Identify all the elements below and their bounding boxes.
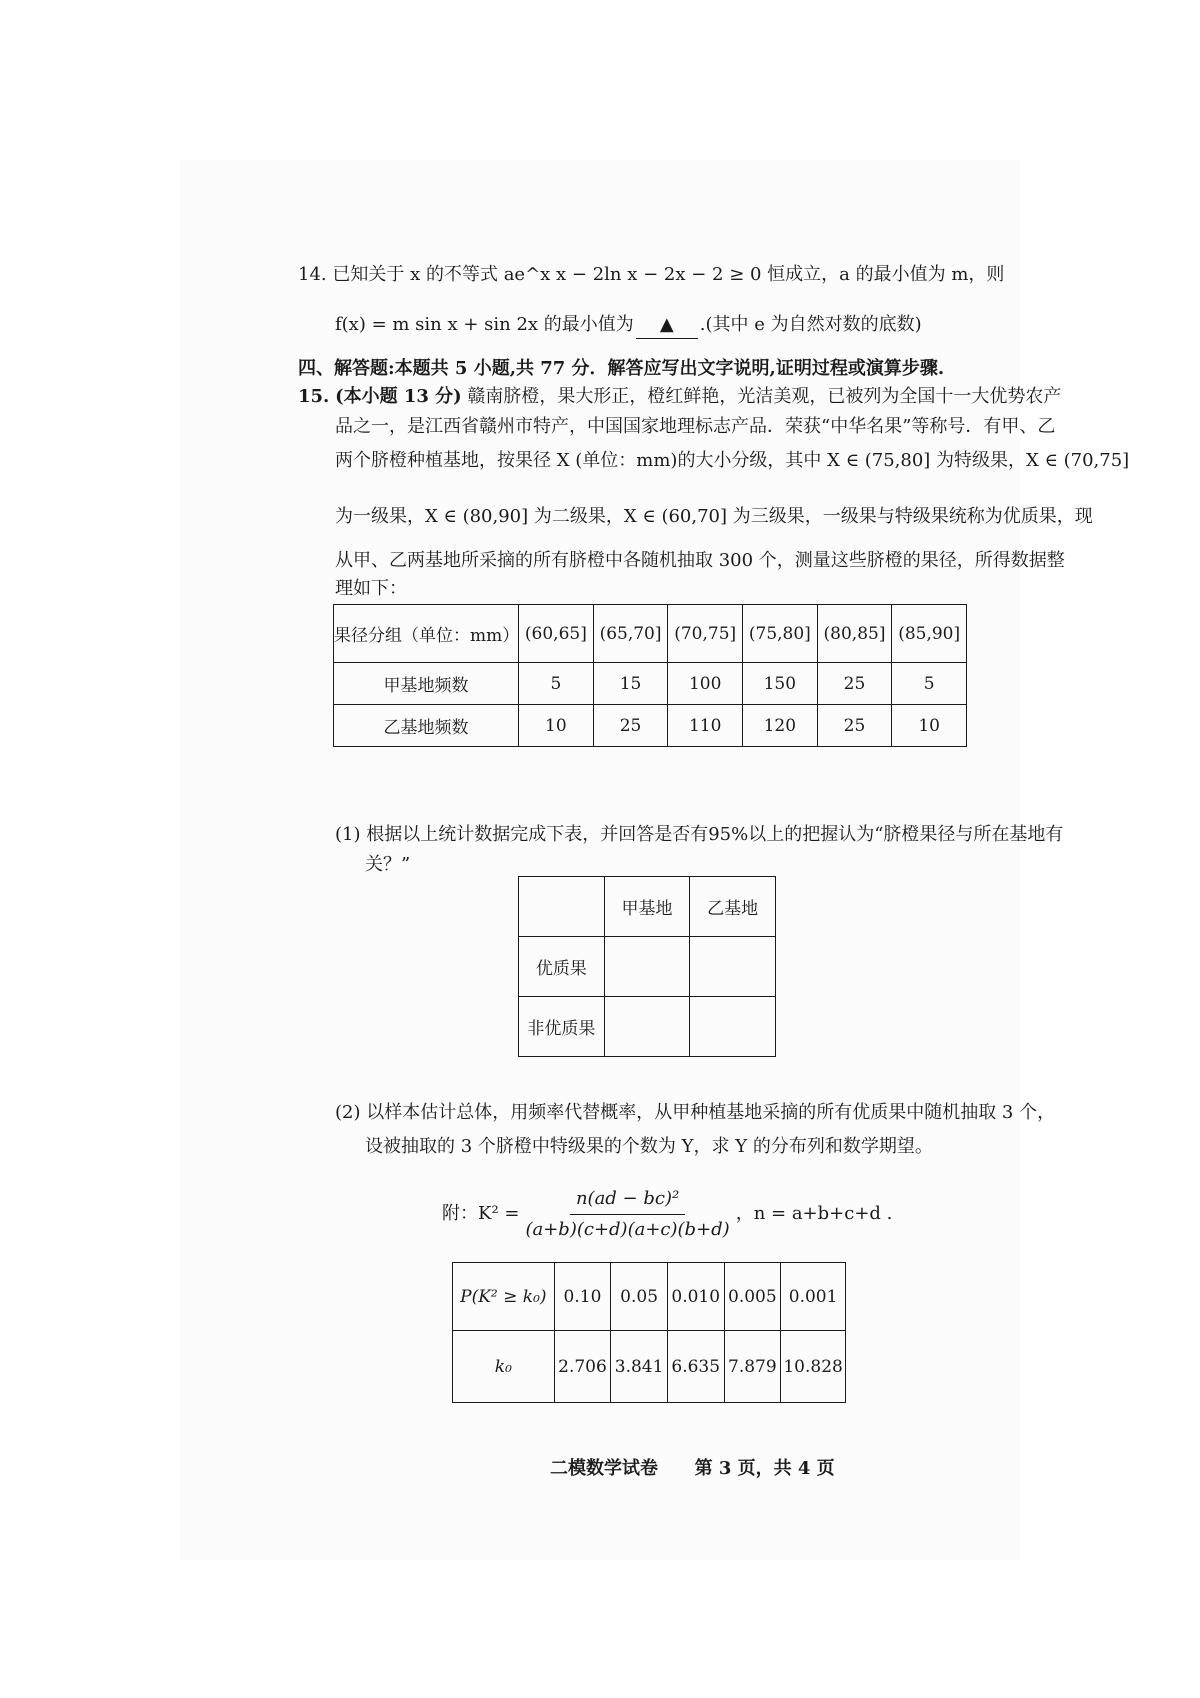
formula-denominator: (a+b)(c+d)(a+c)(b+d) <box>525 1218 730 1240</box>
critical-row-k0 <box>453 1331 846 1403</box>
q15-para2: 品之一，是江西省赣州市特产，中国国家地理标志产品．荣获“中华名果”等称号．有甲、乙 <box>335 416 1056 437</box>
contingency-empty-cell <box>604 937 690 997</box>
freq-header-cell: (85,90] <box>892 605 967 663</box>
critical-cell: 6.635 <box>667 1331 724 1403</box>
critical-cell: 0.05 <box>611 1263 668 1331</box>
critical-row-probability <box>453 1263 846 1331</box>
formula-prefix: 附：K² = <box>442 1203 520 1224</box>
q14-line1 <box>298 262 1004 288</box>
q15-para3: 两个脐橙种植基地，按果径 X (单位：mm)的大小分级，其中 X ∈ (75,80] 为特级果，X ∈ (70,75] <box>335 450 1130 471</box>
contingency-header-row <box>519 877 776 937</box>
formula-suffix: ，n = a+b+c+d . <box>735 1203 893 1224</box>
q15-points: (本小题 13 分) <box>335 386 462 407</box>
freq-header-cell: (80,85] <box>817 605 892 663</box>
contingency-row-header: 非优质果 <box>519 997 605 1057</box>
critical-cell: 10.828 <box>781 1331 846 1403</box>
contingency-table <box>518 876 776 1057</box>
footer-exam-name: 二模数学试卷 <box>550 1458 658 1479</box>
freq-cell: 100 <box>668 663 743 705</box>
freq-cell: 15 <box>593 663 668 705</box>
critical-value-table <box>452 1262 846 1403</box>
contingency-empty-cell <box>690 997 776 1057</box>
k-squared-formula <box>442 1178 892 1250</box>
answer-blank: ▲ <box>636 312 698 339</box>
q14-number: 14. <box>298 264 327 285</box>
freq-cell: 25 <box>817 705 892 747</box>
q14-text-line1: 已知关于 x 的不等式 ae^x x − 2ln x − 2x − 2 ≥ 0 恒成立，a 的最小值为 m，则 <box>332 264 1005 285</box>
critical-cell: 0.005 <box>724 1263 781 1331</box>
freq-row-yi <box>334 705 967 747</box>
freq-row-jia <box>334 663 967 705</box>
q15-part2-line1: (2) 以样本估计总体，用频率代替概率，从甲种植基地采摘的所有优质果中随机抽取 3 个， <box>335 1102 1056 1123</box>
page-footer <box>550 1454 835 1480</box>
freq-header-cell: (70,75] <box>668 605 743 663</box>
contingency-row-header: 优质果 <box>519 937 605 997</box>
freq-header-cell: (65,70] <box>593 605 668 663</box>
contingency-col-header: 乙基地 <box>690 877 776 937</box>
freq-header-cell: 果径分组（单位：mm） <box>334 605 519 663</box>
contingency-col-header: 甲基地 <box>604 877 690 937</box>
formula-fraction <box>519 1186 735 1243</box>
contingency-empty-cell <box>604 997 690 1057</box>
q14-line2 <box>335 312 922 339</box>
freq-cell: 5 <box>892 663 967 705</box>
q14-text-line2-pre: f(x) = m sin x + sin 2x 的最小值为 <box>335 314 634 335</box>
critical-row-label: k₀ <box>453 1331 555 1403</box>
freq-header-cell: (75,80] <box>743 605 818 663</box>
freq-cell: 150 <box>743 663 818 705</box>
frequency-table <box>333 604 967 747</box>
freq-cell: 120 <box>743 705 818 747</box>
q15-part1-line1: (1) 根据以上统计数据完成下表，并回答是否有95%以上的把握认为“脐橙果径与所在基地有 <box>335 824 1064 845</box>
contingency-row-nonquality <box>519 997 776 1057</box>
critical-cell: 0.10 <box>554 1263 611 1331</box>
q15-part1-line2: 关？” <box>365 854 411 875</box>
q15-para6: 理如下： <box>335 578 407 599</box>
critical-cell: 2.706 <box>554 1331 611 1403</box>
q15-number: 15. <box>298 386 330 407</box>
freq-cell: 10 <box>892 705 967 747</box>
freq-cell: 10 <box>519 705 594 747</box>
freq-cell: 5 <box>519 663 594 705</box>
contingency-row-quality <box>519 937 776 997</box>
critical-row-label: P(K² ≥ k₀) <box>453 1263 555 1331</box>
critical-cell: 3.841 <box>611 1331 668 1403</box>
freq-cell: 25 <box>593 705 668 747</box>
footer-page-number: 第 3 页，共 4 页 <box>694 1458 835 1479</box>
q15-para5: 从甲、乙两基地所采摘的所有脐橙中各随机抽取 300 个，测量这些脐橙的果径，所得数据整 <box>335 550 1065 571</box>
freq-header-cell: (60,65] <box>519 605 594 663</box>
critical-cell: 0.001 <box>781 1263 846 1331</box>
q15-part2-line2: 设被抽取的 3 个脐橙中特级果的个数为 Y，求 Y 的分布列和数学期望。 <box>365 1136 933 1157</box>
frequency-table-header-row <box>334 605 967 663</box>
freq-row-label: 甲基地频数 <box>334 663 519 705</box>
contingency-corner-cell <box>519 877 605 937</box>
freq-row-label: 乙基地频数 <box>334 705 519 747</box>
q15-para1: 赣南脐橙，果大形正，橙红鲜艳，光洁美观，已被列为全国十一大优势农产 <box>467 386 1062 407</box>
critical-cell: 7.879 <box>724 1331 781 1403</box>
freq-cell: 25 <box>817 663 892 705</box>
section4-heading: 四、解答题:本题共 5 小题,共 77 分．解答应写出文字说明,证明过程或演算步骤. <box>298 358 945 379</box>
formula-numerator: n(ad − bc)² <box>570 1186 685 1215</box>
q15-line1 <box>298 384 1061 410</box>
q14-text-line2-post: .(其中 e 为自然对数的底数) <box>699 314 922 335</box>
contingency-empty-cell <box>690 937 776 997</box>
q15-para4: 为一级果，X ∈ (80,90] 为二级果，X ∈ (60,70] 为三级果，一级果与特级果统称为优质果，现 <box>335 506 1093 527</box>
critical-cell: 0.010 <box>667 1263 724 1331</box>
freq-cell: 110 <box>668 705 743 747</box>
